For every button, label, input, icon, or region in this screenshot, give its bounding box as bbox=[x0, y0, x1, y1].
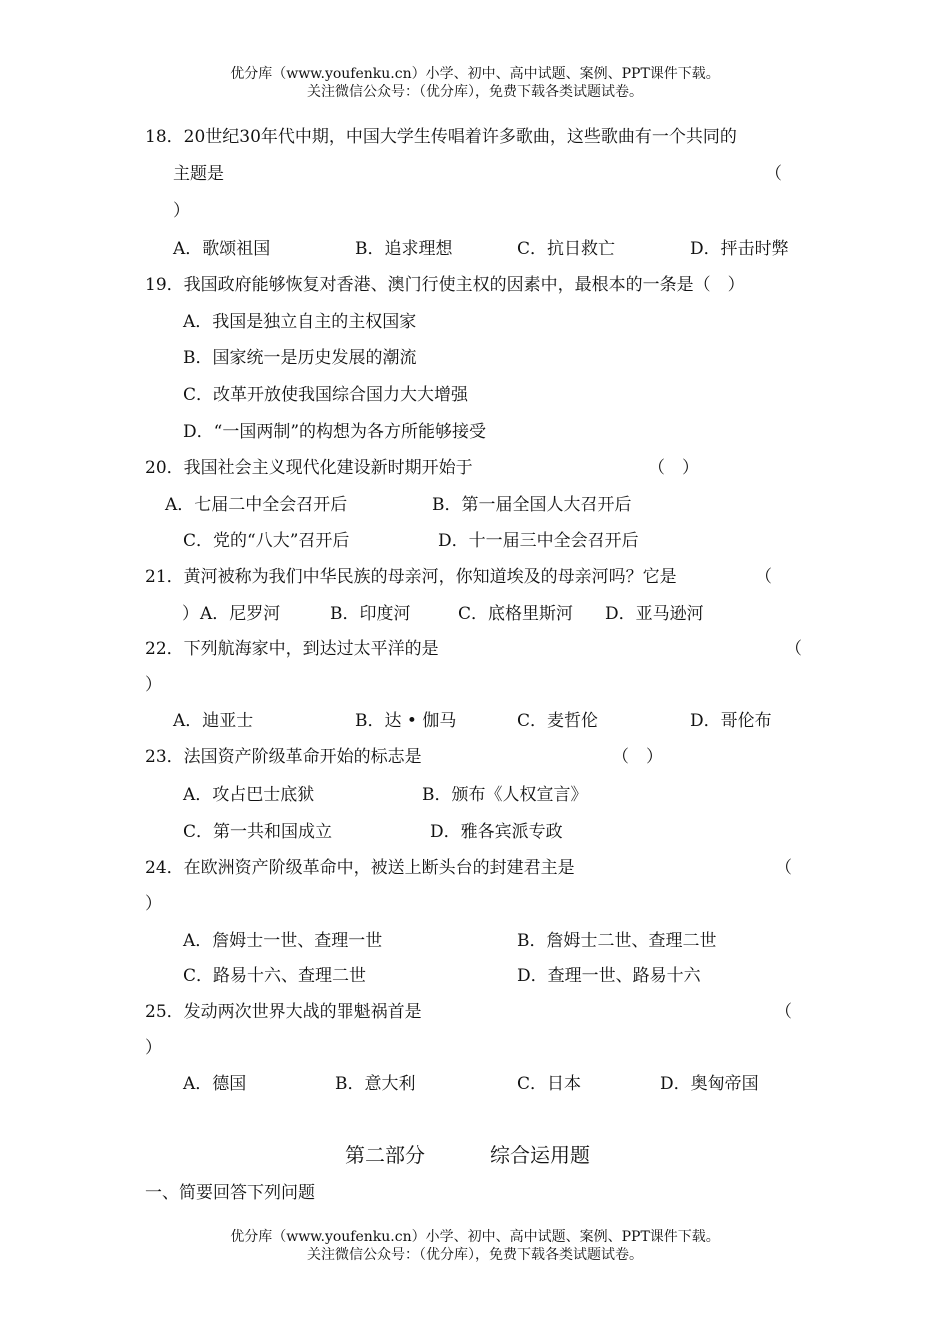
footer-line-1: 优分库（www.youfenku.cn）小学、初中、高中试题、案例、PPT课件下载。 bbox=[230, 1229, 720, 1245]
q25-option-b: B．意大利 bbox=[335, 1074, 416, 1094]
q19-option-b: B．国家统一是历史发展的潮流 bbox=[183, 348, 417, 368]
q23-option-c: C．第一共和国成立 bbox=[183, 822, 333, 842]
header-line-1: 优分库（www.youfenku.cn）小学、初中、高中试题、案例、PPT课件下载。 bbox=[230, 66, 720, 82]
q22-option-b: B．达 • 伽马 bbox=[355, 711, 457, 731]
q21-option-a: A．尼罗河 bbox=[200, 604, 281, 624]
q20-option-c: C．党的“八大”召开后 bbox=[183, 531, 350, 551]
q21-paren-open: （ bbox=[755, 567, 772, 587]
q19-option-a: A．我国是独立自主的主权国家 bbox=[183, 312, 417, 332]
q22-option-c: C．麦哲伦 bbox=[517, 711, 599, 731]
q20-option-a: A．七届二中全会召开后 bbox=[165, 495, 348, 515]
q20-option-d: D．十一届三中全会召开后 bbox=[438, 531, 639, 551]
q24-option-c: C．路易十六、查理二世 bbox=[183, 966, 367, 986]
q25-paren-open: （ bbox=[775, 1002, 792, 1022]
q23-paren: （ ） bbox=[612, 747, 663, 767]
q24-option-a: A．詹姆士一世、查理一世 bbox=[183, 931, 383, 951]
q25-option-a: A．德国 bbox=[183, 1074, 247, 1094]
q21-option-d: D．亚马逊河 bbox=[605, 604, 704, 624]
q20-paren: （ ） bbox=[648, 458, 699, 478]
part2-title-right: 综合运用题 bbox=[490, 1143, 590, 1167]
q24-stem: 24．在欧洲资产阶级革命中，被送上断头台的封建君主是 bbox=[145, 858, 575, 878]
q21-paren-close: ） bbox=[182, 604, 199, 624]
part2-title-left: 第二部分 bbox=[345, 1143, 425, 1167]
footer-line-2: 关注微信公众号：（优分库），免费下载各类试题试卷。 bbox=[307, 1247, 643, 1263]
q19-stem: 19．我国政府能够恢复对香港、澳门行使主权的因素中，最根本的一条是（ ） bbox=[145, 275, 745, 295]
q22-stem: 22．下列航海家中，到达过太平洋的是 bbox=[145, 639, 439, 659]
q21-option-c: C．底格里斯河 bbox=[458, 604, 574, 624]
q19-option-c: C．改革开放使我国综合国力大大增强 bbox=[183, 385, 469, 405]
q18-option-c: C．抗日救亡 bbox=[517, 239, 616, 259]
q18-paren-open: （ bbox=[765, 164, 782, 184]
q22-paren-close: ） bbox=[145, 675, 162, 695]
q24-paren-open: （ bbox=[775, 858, 792, 878]
q23-option-b: B．颁布《人权宣言》 bbox=[422, 785, 588, 805]
section-1-heading: 一、简要回答下列问题 bbox=[145, 1183, 315, 1203]
q25-option-c: C．日本 bbox=[517, 1074, 582, 1094]
q22-option-d: D．哥伦布 bbox=[690, 711, 772, 731]
q25-paren-close: ） bbox=[145, 1038, 162, 1058]
q18-paren-close: ） bbox=[173, 201, 190, 221]
q24-option-d: D．查理一世、路易十六 bbox=[517, 966, 701, 986]
q18-option-b: B．追求理想 bbox=[355, 239, 453, 259]
header-line-2: 关注微信公众号：（优分库），免费下载各类试题试卷。 bbox=[307, 84, 643, 100]
q24-option-b: B．詹姆士二世、查理二世 bbox=[517, 931, 717, 951]
q25-stem: 25．发动两次世界大战的罪魁祸首是 bbox=[145, 1002, 422, 1022]
q23-stem: 23．法国资产阶级革命开始的标志是 bbox=[145, 747, 422, 767]
q18-stem-cont: 主题是 bbox=[173, 164, 224, 184]
q23-option-a: A．攻占巴士底狱 bbox=[183, 785, 315, 805]
q25-option-d: D．奥匈帝国 bbox=[660, 1074, 759, 1094]
q23-option-d: D．雅各宾派专政 bbox=[430, 822, 563, 842]
q18-option-a: A．歌颂祖国 bbox=[173, 239, 271, 259]
q24-paren-close: ） bbox=[145, 894, 162, 914]
q20-option-b: B．第一届全国人大召开后 bbox=[432, 495, 632, 515]
q18-option-d: D．抨击时弊 bbox=[690, 239, 789, 259]
q21-stem: 21．黄河被称为我们中华民族的母亲河，你知道埃及的母亲河吗？它是 bbox=[145, 567, 677, 587]
q21-option-b: B．印度河 bbox=[330, 604, 411, 624]
q18-stem: 18．20世纪30年代中期，中国大学生传唱着许多歌曲，这些歌曲有一个共同的 bbox=[145, 127, 737, 147]
q20-stem: 20．我国社会主义现代化建设新时期开始于 bbox=[145, 458, 473, 478]
q22-paren-open: （ bbox=[785, 639, 802, 659]
q19-option-d: D．“一国两制”的构想为各方所能够接受 bbox=[183, 422, 487, 442]
q22-option-a: A．迪亚士 bbox=[173, 711, 254, 731]
